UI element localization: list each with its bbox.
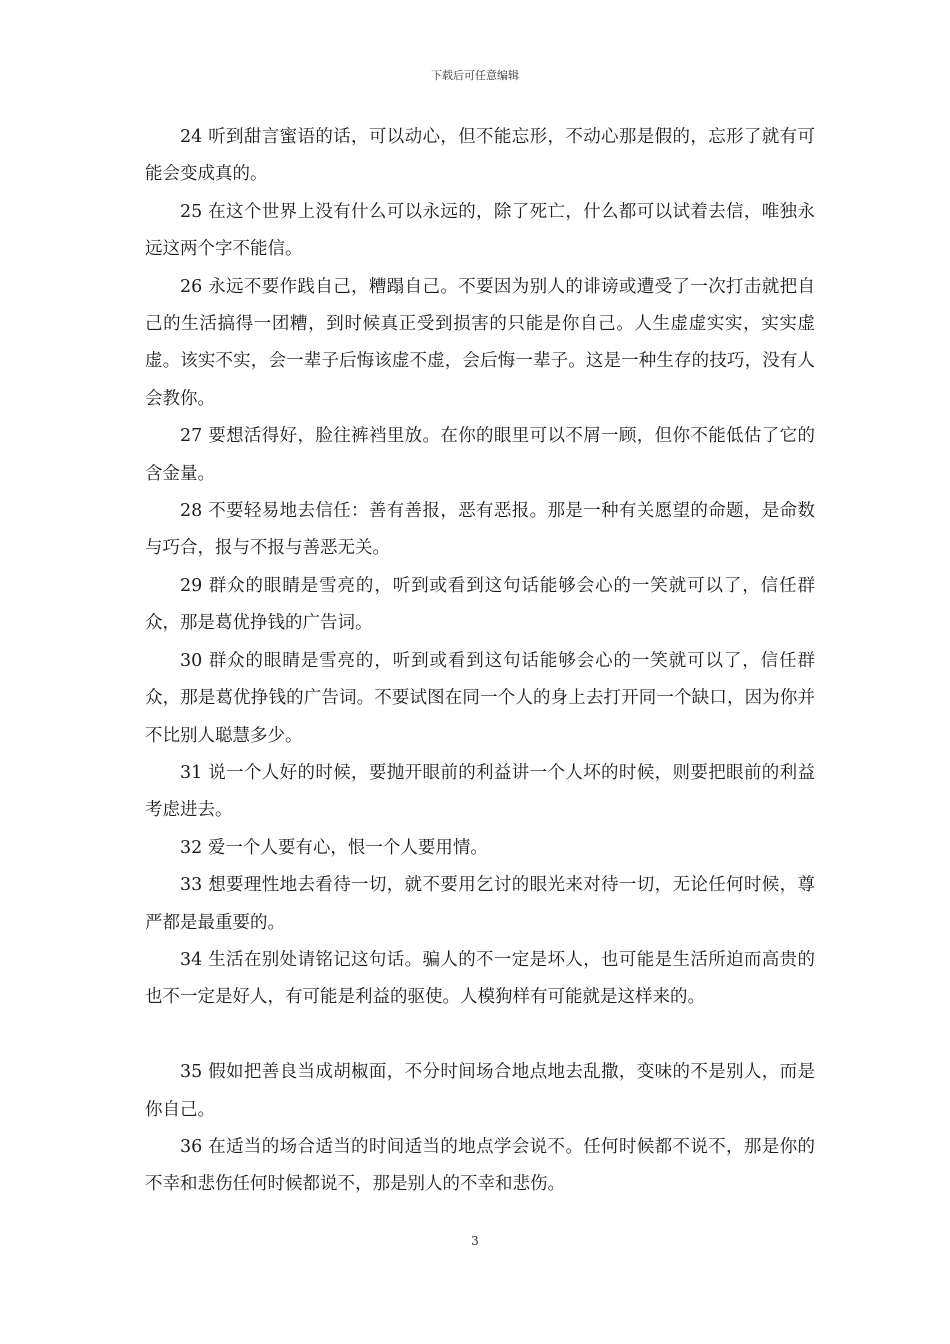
paragraph-36: 36 在适当的场合适当的时间适当的地点学会说不。任何时候都不说不，那是你的不幸和悲伤任何时候都说不，那是别人的不幸和悲伤。 [145, 1136, 815, 1195]
page-number: 3 [471, 1234, 479, 1248]
paragraph-30: 30 群众的眼睛是雪亮的，听到或看到这句话能够会心的一笑就可以了，信任群众，那是葛优挣钱的广告词。不要试图在同一个人的身上去打开同一个缺口，因为你并不比别人聪慧多少。 [145, 650, 815, 746]
paragraph-31: 31 说一个人好的时候，要抛开眼前的利益讲一个人坏的时候，则要把眼前的利益考虑进去。 [145, 762, 815, 821]
paragraph-34: 34 生活在别处请铭记这句话。骗人的不一定是坏人，也可能是生活所迫而高贵的也不一定是好人，有可能是利益的驱使。人模狗样有可能就是这样来的。 [145, 949, 815, 1008]
paragraph-32: 32 爱一个人要有心，恨一个人要用情。 [180, 837, 488, 858]
paragraph-33: 33 想要理性地去看待一切，就不要用乞讨的眼光来对待一切，无论任何时候，尊严都是最重要的。 [145, 875, 815, 933]
paragraph-35: 35 假如把善良当成胡椒面，不分时间场合地点地去乱撒，变味的不是别人，而是你自己。 [145, 1062, 815, 1120]
paragraph-27: 27 要想活得好，脸往裤裆里放。在你的眼里可以不屑一顾，但你不能低估了它的含金量。 [145, 426, 815, 484]
paragraph-25: 25 在这个世界上没有什么可以永远的，除了死亡，什么都可以试着去信，唯独永远这两个字不能信。 [145, 201, 815, 260]
paragraph-29: 29 群众的眼睛是雪亮的，听到或看到这句话能够会心的一笑就可以了，信任群众，那是葛优挣钱的广告词。 [145, 575, 815, 634]
paragraph-24: 24 听到甜言蜜语的话，可以动心，但不能忘形，不动心那是假的，忘形了就有可能会变成真的。 [145, 127, 815, 185]
page-header: 下载后可任意编辑 [431, 69, 519, 82]
paragraph-26: 26 永远不要作践自己，糟蹋自己。不要因为别人的诽谤或遭受了一次打击就把自己的生活搞得一团糟，到时候真正受到损害的只能是你自己。人生虚虚实实，实实虚虚。该实不实，会一辈子后悔该虚不虚，会后悔一辈子。这是一种生存的技巧，没有人会教你。 [145, 276, 815, 409]
document-body [145, 119, 815, 1204]
paragraph-28: 28 不要轻易地去信任：善有善报，恶有恶报。那是一种有关愿望的命题，是命数与巧合，报与不报与善恶无关。 [145, 501, 815, 559]
